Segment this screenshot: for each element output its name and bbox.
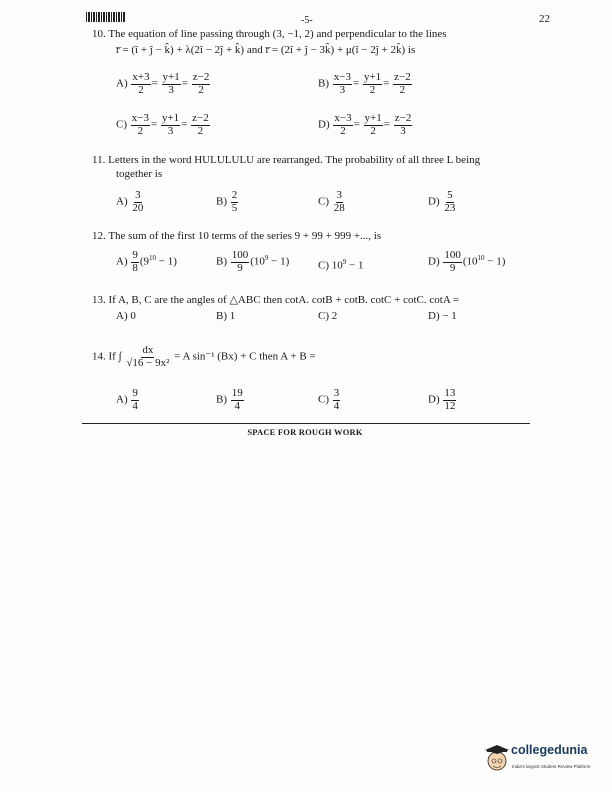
question-11: [92, 154, 480, 166]
q13-option-d[interactable]: D) − 1: [428, 310, 457, 322]
q14-option-d[interactable]: D) $\frac{13}{12}$: [428, 387, 456, 412]
brand-tagline: India's largest Student Review Platform: [512, 764, 591, 769]
question-number: 12.: [92, 230, 106, 242]
page-number: -5-: [301, 15, 313, 26]
question-11-line2: together is: [116, 168, 163, 180]
question-number: 11.: [92, 154, 106, 166]
divider: [82, 423, 530, 424]
q10-option-c[interactable]: C) $\frac{x-3}{2}$ = $\frac{y+1}{3}$ = $\frac{z-2}{2}$: [116, 112, 209, 137]
question-13: [92, 293, 459, 306]
q10-option-b[interactable]: B) $\frac{x-3}{3}$ = $\frac{y+1}{2}$ = $\frac{z-2}{2}$: [318, 71, 411, 96]
q12-option-b[interactable]: B) $\frac{100}{9}$ $(10^9 - 1)$: [216, 249, 290, 274]
q11-option-a[interactable]: A) $\frac{3}{20}$: [116, 189, 144, 214]
q11-option-d[interactable]: D) $\frac{5}{23}$: [428, 189, 456, 214]
q13-option-b[interactable]: B) 1: [216, 310, 236, 322]
q12-option-c[interactable]: C) $10^9 - 1$: [318, 258, 364, 272]
question-14: 14. If ∫ $\frac{dx}{\text{√16 − 9x²}}$ = A sin⁻¹ (Bx) + C then A + B =: [92, 344, 316, 369]
q13-option-a[interactable]: A) 0: [116, 310, 136, 322]
question-text: The equation of line passing through (3, −1, 2) and perpendicular to the lines: [108, 28, 447, 40]
q14-option-a[interactable]: A) $\frac{9}{4}$: [116, 387, 138, 412]
q10-option-a[interactable]: A) $\frac{x+3}{2}$ = $\frac{y+1}{3}$ = $\frac{z-2}{2}$: [116, 71, 210, 96]
paper-code: 22: [539, 13, 550, 25]
rough-work-label: SPACE FOR ROUGH WORK: [247, 427, 363, 437]
question-text: Letters in the word HULULULU are rearranged. The probability of all three L being: [108, 154, 481, 166]
q12-option-a[interactable]: A) $\frac{9}{8}$ $(9^{10} - 1)$: [116, 249, 177, 274]
barcode: [86, 12, 126, 22]
question-10: [92, 28, 447, 40]
brand-name: collegedunia: [511, 743, 588, 757]
question-number: 13.: [92, 294, 106, 306]
question-number: 14.: [92, 350, 106, 363]
q11-option-b[interactable]: B) $\frac{2}{5}$: [216, 189, 238, 214]
question-text: The sum of the first 10 terms of the series 9 + 99 + 999 +..., is: [108, 230, 382, 242]
q11-option-c[interactable]: C) $\frac{3}{28}$: [318, 189, 345, 214]
question-number: 10.: [92, 28, 106, 40]
q12-option-d[interactable]: D) $\frac{100}{9}$ $(10^{10} - 1)$: [428, 249, 506, 274]
q14-option-b[interactable]: B) $\frac{19}{4}$: [216, 387, 243, 412]
q10-option-d[interactable]: D) $\frac{x-3}{2}$ = $\frac{y+1}{2}$ = $\frac{z-2}{3}$: [318, 112, 412, 137]
question-text: If A, B, C are the angles of △ABC then cotA. cotB + cotB. cotC + cotC. cotA =: [108, 294, 460, 306]
question-10-line2: r̅ = (î + ĵ − k̂) + λ(2î − 2ĵ + k̂) and r̅ = (2î + ĵ − 3k̂) + μ(î − 2ĵ + 2k̂) is: [116, 44, 416, 56]
q14-option-c[interactable]: C) $\frac{3}{4}$: [318, 387, 340, 412]
question-12: [92, 230, 381, 242]
q13-option-c[interactable]: C) 2: [318, 310, 338, 322]
